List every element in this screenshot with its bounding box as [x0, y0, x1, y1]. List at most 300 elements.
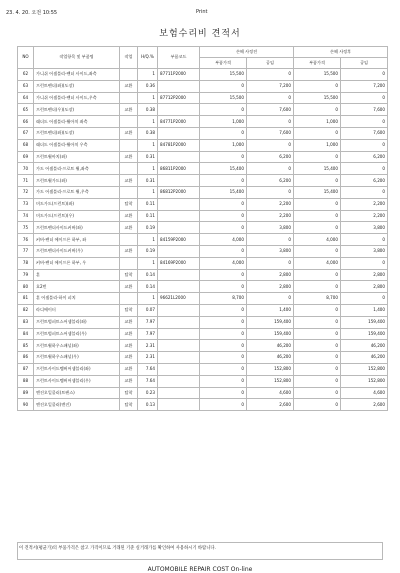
row-work: 교환	[120, 127, 138, 139]
table-row	[18, 328, 388, 340]
row-post-price: 15,400	[294, 163, 341, 175]
row-no: 85	[18, 340, 34, 352]
row-item: 머드가드(프런트)(우)	[34, 210, 120, 222]
row-pre-labor: 2,800	[247, 269, 294, 281]
row-code	[158, 222, 200, 234]
row-time: 0.38	[138, 127, 158, 139]
row-post-price: 15,400	[294, 186, 341, 198]
row-post-labor: 159,400	[341, 316, 388, 328]
row-post-labor: 2,800	[341, 269, 388, 281]
col-group-pre: 손해 사정전	[200, 47, 294, 58]
row-pre-price: 0	[200, 304, 247, 316]
row-pre-price: 0	[200, 210, 247, 222]
row-no: 70	[18, 163, 34, 175]
row-work	[120, 186, 138, 198]
row-item: 엔진오일쿨러(엔진)	[34, 399, 120, 411]
table-row	[18, 281, 388, 293]
row-pre-labor: 46,200	[247, 340, 294, 352]
col-item: 작업항목 및 부품명	[34, 47, 120, 69]
row-pre-labor: 2,200	[247, 198, 294, 210]
row-code	[158, 175, 200, 187]
row-work: 탈착	[120, 269, 138, 281]
row-no: 63	[18, 80, 34, 92]
row-post-price: 0	[294, 387, 341, 399]
row-item: 커버-펜더 에이프론 하부, 우	[34, 257, 120, 269]
table-row	[18, 127, 388, 139]
row-item: 가니쉬 어셈블리-펜더 사이드,우측	[34, 92, 120, 104]
row-no: 78	[18, 257, 34, 269]
col-post-labor: 공임	[341, 58, 388, 69]
row-time: 0.38	[138, 104, 158, 116]
row-pre-price: 15,500	[200, 92, 247, 104]
row-time: 0.11	[138, 210, 158, 222]
row-no: 67	[18, 127, 34, 139]
row-time: 1	[138, 139, 158, 151]
row-code: 86811P2000	[158, 163, 200, 175]
table-row	[18, 116, 388, 128]
row-post-price: 0	[294, 198, 341, 210]
row-post-price: 0	[294, 340, 341, 352]
table-row	[18, 80, 388, 92]
row-pre-price: 0	[200, 375, 247, 387]
row-pre-labor: 0	[247, 116, 294, 128]
row-time: 7.97	[138, 328, 158, 340]
row-time: 0.11	[138, 198, 158, 210]
document-title: 보험수리비 견적서	[159, 29, 241, 39]
table-row	[18, 151, 388, 163]
row-pre-price: 1,000	[200, 116, 247, 128]
row-no: 71	[18, 175, 34, 187]
row-pre-price: 4,000	[200, 257, 247, 269]
row-post-labor: 2,600	[341, 399, 388, 411]
row-post-labor: 3,800	[341, 245, 388, 257]
row-work: 교환	[120, 151, 138, 163]
row-time: 0.19	[138, 245, 158, 257]
row-time: 0.14	[138, 281, 158, 293]
row-pre-labor: 0	[247, 69, 294, 81]
row-code	[158, 127, 200, 139]
row-time: 2.31	[138, 340, 158, 352]
row-work: 교환	[120, 222, 138, 234]
row-time: 7.64	[138, 363, 158, 375]
row-no: 86	[18, 352, 34, 364]
table-row	[18, 257, 388, 269]
row-time: 1	[138, 92, 158, 104]
row-item: 프런트펜더(좌)(도장)	[34, 80, 120, 92]
row-post-price: 15,500	[294, 69, 341, 81]
table-row	[18, 186, 388, 198]
row-pre-price: 0	[200, 127, 247, 139]
row-code	[158, 399, 200, 411]
col-pre-price: 부품가격	[200, 58, 247, 69]
row-no: 82	[18, 304, 34, 316]
note-text: 이 견적서(평균가)의 부품가격은 참고 가격이므로 거래된 기준 실거래가를 확인하여 사용하시기 바랍니다.	[19, 546, 216, 551]
row-item: 프런트펜더(좌)(도장)	[34, 127, 120, 139]
col-time: H/Q.%	[138, 47, 158, 69]
row-pre-price: 0	[200, 175, 247, 187]
row-pre-price: 15,400	[200, 186, 247, 198]
table-row	[18, 293, 388, 305]
row-post-price: 0	[294, 269, 341, 281]
table-row	[18, 399, 388, 411]
print-label: Print	[196, 9, 208, 15]
row-code	[158, 304, 200, 316]
row-no: 84	[18, 328, 34, 340]
row-no: 81	[18, 293, 34, 305]
row-no: 73	[18, 198, 34, 210]
row-work	[120, 234, 138, 246]
row-time: 0.23	[138, 387, 158, 399]
table-row	[18, 316, 388, 328]
row-post-labor: 0	[341, 257, 388, 269]
row-code	[158, 328, 200, 340]
col-group-post: 손해 사정후	[294, 47, 388, 58]
row-post-labor: 6,200	[341, 151, 388, 163]
row-no: 64	[18, 92, 34, 104]
row-post-labor: 0	[341, 234, 388, 246]
row-pre-price: 15,400	[200, 163, 247, 175]
row-pre-labor: 6,200	[247, 151, 294, 163]
estimate-table	[17, 46, 388, 411]
row-work: 교환	[120, 316, 138, 328]
table-row	[18, 304, 388, 316]
table-row	[18, 363, 388, 375]
row-time: 1	[138, 186, 158, 198]
row-no: 74	[18, 210, 34, 222]
row-post-labor: 3,800	[341, 222, 388, 234]
row-post-price: 0	[294, 245, 341, 257]
table-row	[18, 375, 388, 387]
row-work	[120, 69, 138, 81]
row-code: 84159P2000	[158, 234, 200, 246]
row-time: 0.19	[138, 222, 158, 234]
row-code	[158, 269, 200, 281]
row-no: 80	[18, 281, 34, 293]
col-pre-labor: 공임	[247, 58, 294, 69]
table-row	[18, 163, 388, 175]
row-pre-price: 0	[200, 151, 247, 163]
row-post-labor: 152,800	[341, 363, 388, 375]
row-pre-price: 0	[200, 387, 247, 399]
row-code: 87712P2000	[158, 92, 200, 104]
row-post-price: 0	[294, 151, 341, 163]
row-no: 72	[18, 186, 34, 198]
table-row	[18, 175, 388, 187]
table-row	[18, 210, 388, 222]
row-time: 0.31	[138, 151, 158, 163]
row-work: 교환	[120, 175, 138, 187]
row-work	[120, 139, 138, 151]
row-post-labor: 159,400	[341, 328, 388, 340]
row-work: 탈착	[120, 399, 138, 411]
row-pre-price: 15,500	[200, 69, 247, 81]
row-pre-labor: 7,200	[247, 80, 294, 92]
row-work	[120, 163, 138, 175]
row-no: 90	[18, 399, 34, 411]
row-pre-price: 0	[200, 281, 247, 293]
row-work: 교환	[120, 80, 138, 92]
row-post-price: 0	[294, 304, 341, 316]
row-post-labor: 2,200	[341, 198, 388, 210]
row-code: 84771P2000	[158, 116, 200, 128]
row-work: 탈착	[120, 198, 138, 210]
row-item: 프런트휠하우스패널(좌)	[34, 340, 120, 352]
row-time: 1	[138, 293, 158, 305]
row-pre-labor: 152,800	[247, 375, 294, 387]
row-code	[158, 316, 200, 328]
row-post-price: 1,000	[294, 139, 341, 151]
row-no: 66	[18, 116, 34, 128]
table-row	[18, 245, 388, 257]
row-pre-labor: 46,200	[247, 352, 294, 364]
row-code: 84169P2000	[158, 257, 200, 269]
row-time: 1	[138, 116, 158, 128]
row-pre-labor: 152,800	[247, 363, 294, 375]
row-post-price: 0	[294, 104, 341, 116]
row-work: 교환	[120, 210, 138, 222]
row-post-labor: 7,600	[341, 104, 388, 116]
row-code	[158, 340, 200, 352]
row-item: 라디에이터	[34, 304, 120, 316]
table-row	[18, 139, 388, 151]
table-row	[18, 340, 388, 352]
row-post-labor: 6,200	[341, 175, 388, 187]
row-pre-price: 0	[200, 340, 247, 352]
row-work: 교환	[120, 328, 138, 340]
row-item: 래더드 어셈블리-휠아치 우측	[34, 139, 120, 151]
row-pre-price: 0	[200, 352, 247, 364]
row-pre-labor: 3,800	[247, 245, 294, 257]
row-no: 87	[18, 363, 34, 375]
table-row	[18, 104, 388, 116]
row-item: 프런트휠가드(좌)	[34, 175, 120, 187]
row-pre-labor: 0	[247, 92, 294, 104]
row-work: 탈착	[120, 304, 138, 316]
col-code: 부품코드	[158, 47, 200, 69]
row-post-price: 0	[294, 352, 341, 364]
row-post-price: 0	[294, 210, 341, 222]
row-no: 76	[18, 234, 34, 246]
row-pre-price: 0	[200, 363, 247, 375]
row-post-price: 0	[294, 175, 341, 187]
row-pre-labor: 0	[247, 293, 294, 305]
row-time: 0.36	[138, 80, 158, 92]
row-post-price: 0	[294, 80, 341, 92]
row-item: 가니쉬 어셈블리-펜더 사이드,좌측	[34, 69, 120, 81]
row-code	[158, 375, 200, 387]
table-row	[18, 92, 388, 104]
row-post-price: 4,000	[294, 257, 341, 269]
row-code	[158, 245, 200, 257]
row-no: 62	[18, 69, 34, 81]
row-item: 호2번	[34, 281, 120, 293]
row-time: 1	[138, 69, 158, 81]
row-time: 7.64	[138, 375, 158, 387]
row-code	[158, 151, 200, 163]
row-time: 0.13	[138, 399, 158, 411]
row-item: 커버-펜더 에이프론 하부, 좌	[34, 234, 120, 246]
row-post-price: 0	[294, 399, 341, 411]
row-post-price: 0	[294, 316, 341, 328]
row-pre-labor: 2,200	[247, 210, 294, 222]
row-time: 1	[138, 234, 158, 246]
row-time: 1	[138, 163, 158, 175]
row-pre-price: 0	[200, 328, 247, 340]
row-work: 탈착	[120, 387, 138, 399]
row-work	[120, 116, 138, 128]
row-code	[158, 352, 200, 364]
row-item: 프런트범퍼트스어셈블리(우)	[34, 328, 120, 340]
row-pre-labor: 0	[247, 139, 294, 151]
row-item: 머드가드(프런트)(좌)	[34, 198, 120, 210]
table-row	[18, 198, 388, 210]
row-post-price: 0	[294, 375, 341, 387]
row-no: 83	[18, 316, 34, 328]
row-work: 교환	[120, 245, 138, 257]
row-item: 훈 어셈블리-하이 피치	[34, 293, 120, 305]
row-post-labor: 0	[341, 69, 388, 81]
table-row	[18, 69, 388, 81]
row-post-labor: 0	[341, 116, 388, 128]
row-time: 0.14	[138, 269, 158, 281]
row-post-labor: 7,600	[341, 127, 388, 139]
row-no: 75	[18, 222, 34, 234]
row-item: 프런트사이드멤버어셈블리(좌)	[34, 363, 120, 375]
row-pre-labor: 3,800	[247, 222, 294, 234]
row-pre-labor: 159,400	[247, 328, 294, 340]
print-datetime: 23. 4. 20. 오전 10:55	[6, 10, 58, 16]
col-no: NO	[18, 47, 34, 69]
col-post-price: 부품가격	[294, 58, 341, 69]
row-item: 가드 어셈블리-프로트 휠,우측	[34, 186, 120, 198]
row-pre-labor: 7,600	[247, 104, 294, 116]
col-work: 작업	[120, 47, 138, 69]
row-pre-labor: 6,200	[247, 175, 294, 187]
row-post-labor: 46,200	[341, 340, 388, 352]
row-post-labor: 0	[341, 92, 388, 104]
table-row	[18, 352, 388, 364]
row-post-price: 1,000	[294, 116, 341, 128]
row-post-labor: 0	[341, 293, 388, 305]
row-pre-price: 0	[200, 222, 247, 234]
row-pre-price: 0	[200, 245, 247, 257]
row-pre-price: 0	[200, 80, 247, 92]
row-no: 77	[18, 245, 34, 257]
row-item: 훈	[34, 269, 120, 281]
row-work: 교환	[120, 104, 138, 116]
table-row	[18, 269, 388, 281]
row-pre-price: 0	[200, 269, 247, 281]
row-pre-price: 4,000	[200, 234, 247, 246]
row-item: 프런트휠아치(좌)	[34, 151, 120, 163]
row-code: 86812P2000	[158, 186, 200, 198]
row-no: 68	[18, 139, 34, 151]
row-no: 65	[18, 104, 34, 116]
row-work	[120, 293, 138, 305]
row-item: 프런트펜더사이드커버(좌)	[34, 222, 120, 234]
footer-system: AUTOMOBILE REPAIR COST On-line	[147, 566, 253, 573]
row-time: 1	[138, 257, 158, 269]
row-post-price: 0	[294, 363, 341, 375]
row-item: 프런트펜더(우)(도장)	[34, 104, 120, 116]
row-pre-labor: 2,800	[247, 281, 294, 293]
row-no: 69	[18, 151, 34, 163]
row-time: 7.97	[138, 316, 158, 328]
row-post-price: 0	[294, 281, 341, 293]
row-code	[158, 80, 200, 92]
row-code	[158, 363, 200, 375]
row-item: 가드 어셈블리-프로트 휠,좌측	[34, 163, 120, 175]
row-post-labor: 1,400	[341, 304, 388, 316]
row-work: 교환	[120, 363, 138, 375]
row-item: 래더드 어셈블리-휠아치 좌측	[34, 116, 120, 128]
row-post-price: 0	[294, 127, 341, 139]
table-row	[18, 387, 388, 399]
row-no: 88	[18, 375, 34, 387]
row-code	[158, 210, 200, 222]
row-work: 교환	[120, 281, 138, 293]
row-pre-labor: 0	[247, 234, 294, 246]
row-post-labor: 4,600	[341, 387, 388, 399]
row-post-price: 0	[294, 328, 341, 340]
row-work: 교환	[120, 352, 138, 364]
table-body	[18, 69, 388, 411]
row-pre-price: 1,000	[200, 139, 247, 151]
row-time: 0.07	[138, 304, 158, 316]
row-code	[158, 104, 200, 116]
row-item: 프런트사이드멤버어셈블리(우)	[34, 375, 120, 387]
row-pre-price: 0	[200, 104, 247, 116]
row-pre-labor: 159,400	[247, 316, 294, 328]
row-pre-labor: 0	[247, 257, 294, 269]
row-item: 프런트펜더사이드커버(우)	[34, 245, 120, 257]
row-code: 87711P2000	[158, 69, 200, 81]
table-header	[18, 47, 388, 69]
row-work: 교환	[120, 375, 138, 387]
row-code	[158, 281, 200, 293]
table-row	[18, 222, 388, 234]
row-pre-labor: 0	[247, 163, 294, 175]
row-post-labor: 2,200	[341, 210, 388, 222]
row-post-labor: 7,200	[341, 80, 388, 92]
row-time: 2.31	[138, 352, 158, 364]
row-post-price: 15,500	[294, 92, 341, 104]
row-pre-labor: 4,600	[247, 387, 294, 399]
row-post-labor: 0	[341, 163, 388, 175]
row-work	[120, 257, 138, 269]
row-item: 엔진오일쿨러(트랜스)	[34, 387, 120, 399]
row-item: 프런트범퍼트스어셈블리(좌)	[34, 316, 120, 328]
row-post-price: 4,000	[294, 234, 341, 246]
row-work: 교환	[120, 340, 138, 352]
row-pre-labor: 2,600	[247, 399, 294, 411]
table-row	[18, 234, 388, 246]
row-time: 0.31	[138, 175, 158, 187]
row-item: 프런트휠하우스패널(우)	[34, 352, 120, 364]
row-pre-price: 0	[200, 399, 247, 411]
row-post-labor: 0	[341, 139, 388, 151]
row-no: 79	[18, 269, 34, 281]
row-code	[158, 387, 200, 399]
row-pre-labor: 1,400	[247, 304, 294, 316]
row-post-labor: 152,800	[341, 375, 388, 387]
row-pre-labor: 0	[247, 186, 294, 198]
row-post-labor: 0	[341, 186, 388, 198]
row-pre-price: 0	[200, 316, 247, 328]
row-post-labor: 46,200	[341, 352, 388, 364]
row-code: 96621L2000	[158, 293, 200, 305]
row-post-labor: 2,800	[341, 281, 388, 293]
